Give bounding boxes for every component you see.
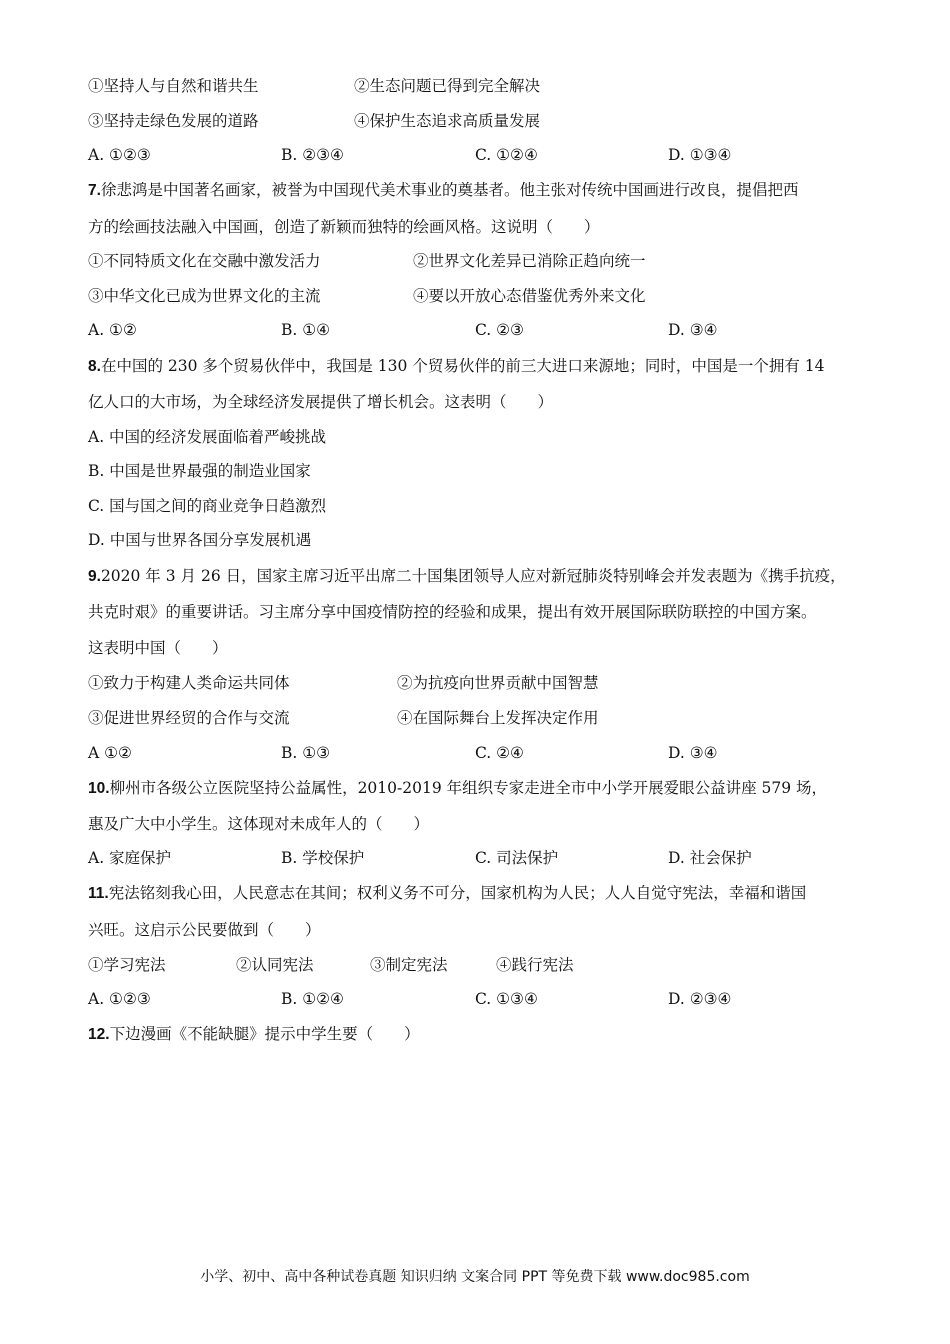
q7-stem-text: 徐悲鸿是中国著名画家，被誉为中国现代美术事业的奠基者。他主张对传统中国画进行改良，提倡把西 bbox=[100, 181, 799, 199]
question-number: 7. bbox=[88, 182, 101, 199]
q9-stem-line1 bbox=[88, 561, 862, 591]
q6-option-3: ③坚持走绿色发展的道路 bbox=[88, 112, 259, 130]
q10-choices bbox=[88, 843, 862, 873]
q10-choice-c: C. 司法保护 bbox=[475, 849, 559, 867]
q9-stem-line2: 共克时艰》的重要讲话。习主席分享中国疫情防控的经验和成果，提出有效开展国际联防联控的中国方案。 bbox=[88, 603, 817, 621]
page-footer: 小学、初中、高中各种试卷真题 知识归纳 文案合同 PPT 等免费下载 www.doc985.com bbox=[200, 1269, 750, 1285]
q11-stem-line2: 兴旺。这启示公民要做到（ ） bbox=[88, 921, 321, 939]
q12-stem-line1 bbox=[88, 1019, 862, 1049]
q9-option-2: ②为抗疫向世界贡献中国智慧 bbox=[397, 674, 599, 692]
q11-options bbox=[88, 950, 862, 980]
q10-choice-a: A. 家庭保护 bbox=[88, 849, 172, 867]
q10-stem-text: 柳州市各级公立医院坚持公益属性，2010-2019 年组织专家走进全市中小学开展爱眼公益讲座 579 场， bbox=[109, 779, 828, 797]
q7-option-3: ③中华文化已成为世界文化的主流 bbox=[88, 287, 321, 305]
q11-stem-line1 bbox=[88, 878, 862, 908]
question-number: 9. bbox=[88, 568, 101, 585]
q9-options-row1 bbox=[88, 668, 862, 698]
q11-option-4: ④践行宪法 bbox=[496, 956, 574, 974]
q9-option-3: ③促进世界经贸的合作与交流 bbox=[88, 709, 290, 727]
q7-option-1: ①不同特质文化在交融中激发活力 bbox=[88, 252, 321, 270]
q6-choice-b: B. ②③④ bbox=[281, 146, 344, 164]
q8-choice-c: C. 国与国之间的商业竞争日趋激烈 bbox=[88, 497, 327, 515]
q6-choice-a: A. ①②③ bbox=[88, 146, 151, 164]
q7-choice-d: D. ③④ bbox=[668, 321, 718, 339]
q11-choices bbox=[88, 984, 862, 1014]
q9-stem-line3: 这表明中国（ ） bbox=[88, 639, 228, 657]
q9-options-row2 bbox=[88, 703, 862, 733]
q7-choices bbox=[88, 315, 862, 345]
q11-option-3: ③制定宪法 bbox=[370, 956, 448, 974]
q9-choice-d: D. ③④ bbox=[668, 744, 718, 762]
q9-choice-c: C. ②④ bbox=[475, 744, 524, 762]
q10-stem-line1 bbox=[88, 773, 862, 803]
question-number: 12. bbox=[88, 1026, 110, 1043]
q6-options-row2 bbox=[88, 106, 862, 136]
q8-stem-text: 在中国的 230 多个贸易伙伴中，我国是 130 个贸易伙伴的前三大进口来源地；同时，中国是一个拥有 14 bbox=[100, 357, 825, 375]
question-number: 8. bbox=[88, 358, 101, 375]
q9-option-4: ④在国际舞台上发挥决定作用 bbox=[397, 709, 599, 727]
question-number: 11. bbox=[88, 885, 109, 902]
q10-stem-line2: 惠及广大中小学生。这体现对未成年人的（ ） bbox=[88, 815, 430, 833]
q8-stem-line1 bbox=[88, 351, 862, 381]
q6-options-row1 bbox=[88, 71, 862, 101]
q12-stem-text: 下边漫画《不能缺腿》提示中学生要（ ） bbox=[109, 1025, 420, 1043]
q7-choice-b: B. ①④ bbox=[281, 321, 331, 339]
q9-option-1: ①致力于构建人类命运共同体 bbox=[88, 674, 290, 692]
q6-choice-d: D. ①③④ bbox=[668, 146, 732, 164]
q11-choice-c: C. ①③④ bbox=[475, 990, 538, 1008]
q11-option-2: ②认同宪法 bbox=[236, 956, 314, 974]
q10-choice-d: D. 社会保护 bbox=[668, 849, 752, 867]
q6-option-4: ④保护生态追求高质量发展 bbox=[354, 112, 541, 130]
q6-choices bbox=[88, 140, 862, 170]
question-number: 10. bbox=[88, 780, 110, 797]
q7-choice-c: C. ②③ bbox=[475, 321, 524, 339]
q11-stem-text: 宪法铭刻我心田，人民意志在其间；权利义务不可分，国家机构为人民；人人自觉守宪法，幸福和谐国 bbox=[108, 884, 807, 902]
q9-choices bbox=[88, 738, 862, 768]
q7-stem-line1 bbox=[88, 175, 862, 205]
q6-choice-c: C. ①②④ bbox=[475, 146, 538, 164]
q8-choice-a: A. 中国的经济发展面临着严峻挑战 bbox=[88, 428, 327, 446]
q11-choice-a: A. ①②③ bbox=[88, 990, 151, 1008]
q8-stem-line2: 亿人口的大市场，为全球经济发展提供了增长机会。这表明（ ） bbox=[88, 393, 554, 411]
q11-choice-b: B. ①②④ bbox=[281, 990, 344, 1008]
q11-choice-d: D. ②③④ bbox=[668, 990, 732, 1008]
q11-option-1: ①学习宪法 bbox=[88, 956, 166, 974]
q9-stem-text: 2020 年 3 月 26 日，国家主席习近平出席二十国集团领导人应对新冠肺炎特别峰会并发表题为《携手抗疫， bbox=[100, 567, 846, 585]
q9-choice-b: B. ①③ bbox=[281, 744, 331, 762]
q7-options-row1 bbox=[88, 246, 862, 276]
q7-options-row2 bbox=[88, 281, 862, 311]
q10-choice-b: B. 学校保护 bbox=[281, 849, 365, 867]
q7-choice-a: A. ①② bbox=[88, 321, 137, 339]
q7-stem-line2: 方的绘画技法融入中国画，创造了新颖而独特的绘画风格。这说明（ ） bbox=[88, 218, 600, 236]
q8-choice-d: D. 中国与世界各国分享发展机遇 bbox=[88, 531, 312, 549]
q9-choice-a: A ①② bbox=[88, 744, 132, 762]
q6-option-1: ①坚持人与自然和谐共生 bbox=[88, 77, 259, 95]
q7-option-4: ④要以开放心态借鉴优秀外来文化 bbox=[413, 287, 646, 305]
q6-option-2: ②生态问题已得到完全解决 bbox=[354, 77, 541, 95]
q8-choice-b: B. 中国是世界最强的制造业国家 bbox=[88, 462, 311, 480]
q7-option-2: ②世界文化差异已消除正趋向统一 bbox=[413, 252, 646, 270]
